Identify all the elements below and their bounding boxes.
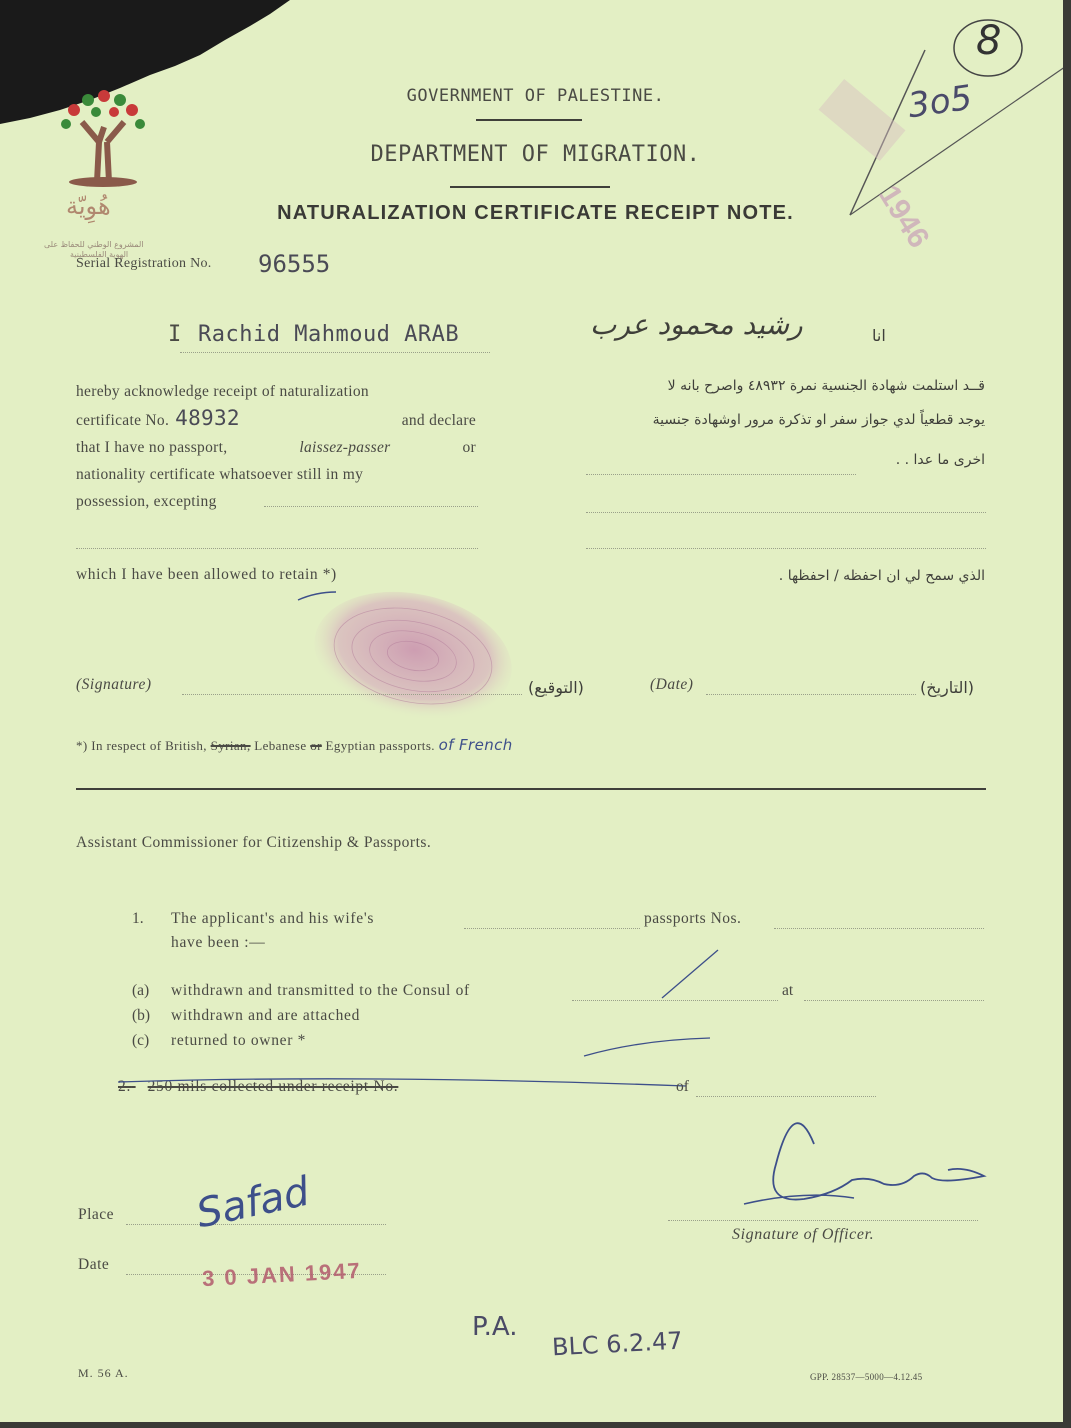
cancel-strokes	[570, 946, 730, 1066]
item1-text-b: passports Nos.	[644, 910, 742, 927]
arabic-dotted-line-3	[586, 548, 986, 549]
footnote-struck-2: or	[310, 738, 322, 753]
arabic-decl-line1: قــد استلمت شهادة الجنسية نمرة ٤٨٩٣٢ واصرح بانه لا	[667, 378, 985, 394]
decl-line2a: certificate No.	[76, 412, 170, 429]
signature-label: (Signature)	[76, 676, 152, 693]
officer-signature-dotted	[668, 1220, 978, 1221]
footnote-text-c: Egyptian passports.	[325, 738, 435, 753]
folio-number: 8	[976, 18, 1002, 64]
item2-strike-line	[116, 1076, 696, 1088]
initials-right: BLC 6.2.47	[551, 1326, 684, 1362]
watermark-caption: المشروع الوطني للحفاظ على	[44, 240, 144, 249]
officer-heading: Assistant Commissioner for Citizenship & Passports.	[76, 834, 432, 851]
fingerprint-mark	[305, 592, 525, 726]
decl-line5: possession, excepting	[76, 493, 217, 510]
signature-of-officer-label: Signature of Officer.	[732, 1226, 875, 1243]
date-dotted-line	[706, 694, 916, 695]
date-label: (Date)	[650, 676, 694, 693]
arabic-dotted-line-2	[586, 512, 986, 513]
initials-left: P.A.	[472, 1312, 518, 1342]
decl-line4: nationality certificate whatsoever still in my	[76, 466, 364, 483]
place-value: Safad	[192, 1168, 314, 1238]
decl-line1: hereby acknowledge receipt of naturalization	[76, 383, 369, 400]
arabic-dotted-line-1	[586, 474, 856, 475]
header-rule-1	[476, 119, 582, 121]
item1-number: 1.	[132, 910, 144, 927]
government-heading: GOVERNMENT OF PALESTINE.	[406, 86, 665, 106]
item1-dotted-1	[464, 928, 640, 929]
footnote-text-a: *) In respect of British,	[76, 738, 207, 753]
item2-text: 250 mils collected under receipt No.	[147, 1078, 399, 1095]
item1-dotted-2	[774, 928, 984, 929]
english-declaration	[76, 378, 476, 515]
bottom-edge	[0, 1422, 1071, 1428]
decl-line3b: laissez-passer	[299, 439, 391, 456]
date-label-arabic: (التاريخ)	[920, 678, 975, 697]
watermark-caption-2: الهوية الفلسطينية	[70, 250, 129, 259]
decl-line3a: that I have no passport,	[76, 439, 228, 456]
declarant-name: Rachid Mahmoud ARAB	[198, 322, 460, 347]
date-label-bottom: Date	[78, 1256, 110, 1273]
signature-label-arabic: (التوقيع)	[528, 678, 584, 697]
footnote	[76, 736, 513, 754]
arabic-decl-line3: اخرى ما عدا . .	[895, 452, 985, 468]
header-rule-2	[450, 186, 610, 188]
decl-line3c: or	[462, 439, 476, 456]
arabic-name-prefix: انا	[872, 326, 886, 345]
decl-line2b: and declare	[401, 412, 476, 429]
item2-number: 2.	[118, 1078, 132, 1095]
printer-note: GPP. 28537—5000—4.12.45	[810, 1372, 923, 1382]
item-c-label: (c)	[132, 1032, 150, 1049]
name-prefix: I	[168, 322, 182, 347]
item-a-dotted-2	[804, 1000, 984, 1001]
date-stamp: 3 0 JAN 1947	[201, 1257, 363, 1292]
section-divider	[76, 788, 986, 790]
item2-of: of	[676, 1078, 689, 1095]
signature-dotted-line	[182, 694, 522, 695]
serial-label: Serial Registration No.	[76, 256, 212, 271]
arabic-decl-line2: يوجد قطعياً لدي جواز سفر او تذكرة مرور اوشهادة جنسية	[652, 412, 985, 428]
excepting-dotted-line-2	[76, 548, 478, 549]
footnote-struck: Syrian,	[210, 738, 251, 753]
item1-text-c: have been :—	[171, 934, 266, 951]
serial-number: 96555	[258, 250, 331, 278]
arabic-name-handwritten: رشيد محمود عرب	[590, 308, 803, 341]
form-number: M. 56 A.	[78, 1366, 129, 1380]
reference-number: 3o5	[905, 77, 975, 127]
officer-signature	[734, 1104, 994, 1214]
footnote-handwritten: of French	[438, 736, 513, 754]
excepting-dotted-line	[264, 506, 478, 507]
footnote-text-b: Lebanese	[254, 738, 307, 753]
watermark-logo-text: هُوِيّة	[66, 192, 111, 220]
item2-dotted	[696, 1096, 876, 1097]
item-b-label: (b)	[132, 1007, 151, 1024]
item-a-at: at	[782, 982, 794, 999]
item1-text-a: The applicant's and his wife's	[171, 910, 375, 927]
faded-date-stamp: 1946	[872, 179, 936, 254]
item-b-text: withdrawn and are attached	[171, 1007, 361, 1024]
name-dotted-line	[180, 352, 490, 353]
certificate-number: 48932	[175, 406, 240, 430]
item-c-text: returned to owner *	[171, 1032, 307, 1049]
retain-english: which I have been allowed to retain *)	[76, 566, 337, 583]
right-edge	[1063, 0, 1071, 1428]
item-a-label: (a)	[132, 982, 150, 999]
department-heading: DEPARTMENT OF MIGRATION.	[370, 142, 701, 167]
document-title: NATURALIZATION CERTIFICATE RECEIPT NOTE.	[277, 202, 794, 224]
item-a-text: withdrawn and transmitted to the Consul of	[171, 982, 470, 999]
place-label: Place	[78, 1206, 115, 1223]
retain-arabic: الذي سمح لي ان احفظه / احفظها .	[778, 568, 985, 584]
